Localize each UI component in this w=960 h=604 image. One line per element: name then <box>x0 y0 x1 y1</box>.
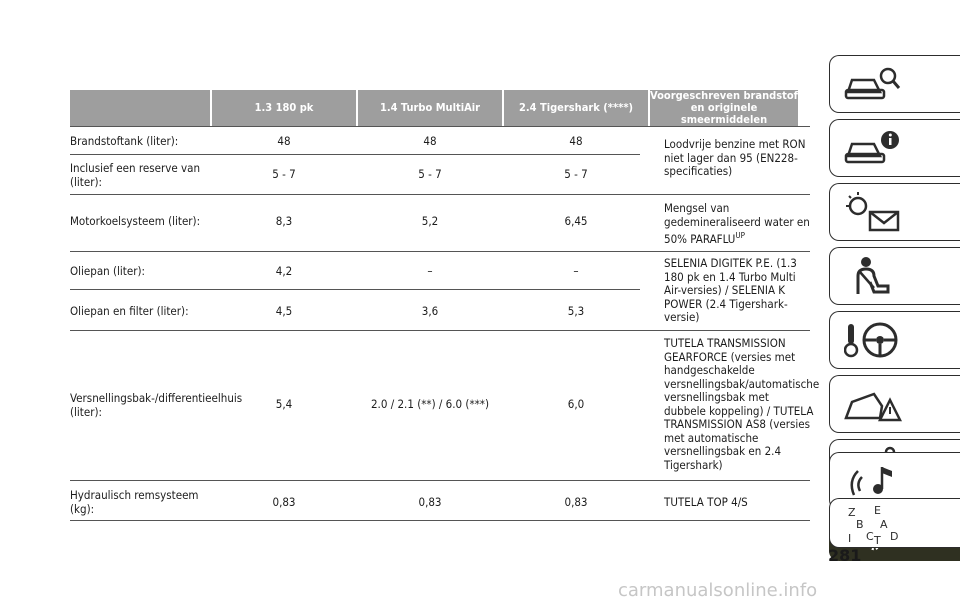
page-number: 281 <box>828 546 862 565</box>
recommendation-fuel: Loodvrije benzine met RON niet lager dan 95 (EN228-specificaties) <box>664 137 806 178</box>
svg-text:T: T <box>874 534 881 546</box>
tab-emergency[interactable] <box>829 375 960 433</box>
table-body <box>70 126 820 516</box>
value-engine-1: 5,4 <box>275 397 293 411</box>
car-emergency-icon <box>844 382 902 426</box>
row-divider <box>70 289 640 290</box>
row-divider <box>70 194 810 195</box>
tab-safety[interactable] <box>829 247 960 305</box>
row-divider <box>70 520 810 521</box>
tab-car-info[interactable] <box>829 119 960 177</box>
row-label: Oliepan (liter): <box>70 264 145 278</box>
recommendation-brake: TUTELA TOP 4/S <box>664 495 748 509</box>
seatbelt-airbag-icon <box>844 254 902 298</box>
value-engine-1: 4,5 <box>275 304 293 318</box>
row-label: Oliepan en filter (liter): <box>70 304 189 318</box>
row-label: Brandstoftank (liter): <box>70 134 179 148</box>
recommendation-coolant-sup: UP <box>735 231 745 240</box>
svg-text:Z: Z <box>848 506 856 519</box>
tab-start-drive[interactable] <box>829 311 960 369</box>
recommendation-coolant <box>664 202 814 246</box>
row-divider <box>70 480 810 481</box>
warning-light-message-icon <box>844 190 902 234</box>
row-divider <box>70 251 810 252</box>
header-engine-2: 1.4 Turbo MultiAir <box>358 90 502 126</box>
svg-text:E: E <box>874 504 881 517</box>
header-engine-1: 1.3 180 pk <box>212 90 356 126</box>
value-engine-3: 48 <box>569 134 583 148</box>
value-engine-2: 5,2 <box>421 214 439 228</box>
row-divider <box>70 330 810 331</box>
value-engine-2: 5 - 7 <box>418 167 442 181</box>
sidebar-spacer <box>829 567 960 568</box>
tab-index[interactable] <box>829 498 960 548</box>
value-engine-1: 0,83 <box>272 495 296 509</box>
value-engine-3: 6,0 <box>567 397 585 411</box>
key-steering-wheel-icon <box>844 318 902 362</box>
svg-text:B: B <box>856 518 864 531</box>
header-engine-3: 2.4 Tigershark (****) <box>504 90 648 126</box>
tab-warning-lights[interactable] <box>829 183 960 241</box>
table-header <box>70 90 810 126</box>
specifications-table <box>70 89 820 516</box>
svg-text:C: C <box>866 530 874 543</box>
value-engine-3: 0,83 <box>564 495 588 509</box>
row-label: Versnellingsbak-/differentieelhuis (liter): <box>70 391 243 419</box>
value-engine-3: – <box>573 264 579 278</box>
svg-text:I: I <box>848 532 852 545</box>
value-engine-1: 48 <box>277 134 291 148</box>
header-empty <box>70 90 210 126</box>
row-divider <box>70 154 640 155</box>
alphabet-index-icon <box>844 502 902 546</box>
tab-car-search[interactable] <box>829 55 960 113</box>
value-engine-2: 0,83 <box>418 495 442 509</box>
value-engine-1: 8,3 <box>275 214 293 228</box>
value-engine-1: 5 - 7 <box>272 167 296 181</box>
svg-text:D: D <box>890 530 899 543</box>
row-label: Motorkoelsysteem (liter): <box>70 214 201 228</box>
value-engine-3: 5 - 7 <box>564 167 588 181</box>
value-engine-2: 3,6 <box>421 304 439 318</box>
value-engine-2: – <box>427 264 433 278</box>
recommendation-transmission: TUTELA TRANSMISSION GEARFORCE (versies met handgeschakelde versnellingsbak/automatische versnellingsbak met dubbele koppeling) / TUTELA TRANSMISSION AS8 (versies met automatische versnellingsbak en 2.4 Tigershark) <box>664 336 820 472</box>
car-search-icon <box>844 62 902 106</box>
row-label: Inclusief een reserve van (liter): <box>70 161 201 189</box>
svg-text:A: A <box>880 518 888 531</box>
watermark: carmanualsonline.info <box>618 580 818 601</box>
multimedia-music-icon <box>844 459 902 503</box>
value-engine-2: 2.0 / 2.1 (**) / 6.0 (***) <box>370 397 490 411</box>
car-info-icon <box>844 126 902 170</box>
value-engine-2: 48 <box>423 134 437 148</box>
recommendation-oil: SELENIA DIGITEK P.E. (1.3 180 pk en 1.4 Turbo Multi Air-versies) / SELENIA K POWER (2.4 Tigershark-versie) <box>664 256 797 324</box>
recommendation-coolant-text: Mengsel van gedemineraliseerd water en 50% PARAFLU <box>664 201 810 246</box>
header-recommended: Voorgeschreven brandstof en originele smeermiddelen <box>650 89 798 126</box>
value-engine-1: 4,2 <box>275 264 293 278</box>
row-label: Hydraulisch remsysteem (kg): <box>70 488 199 516</box>
value-engine-3: 5,3 <box>567 304 585 318</box>
value-engine-3: 6,45 <box>564 214 588 228</box>
